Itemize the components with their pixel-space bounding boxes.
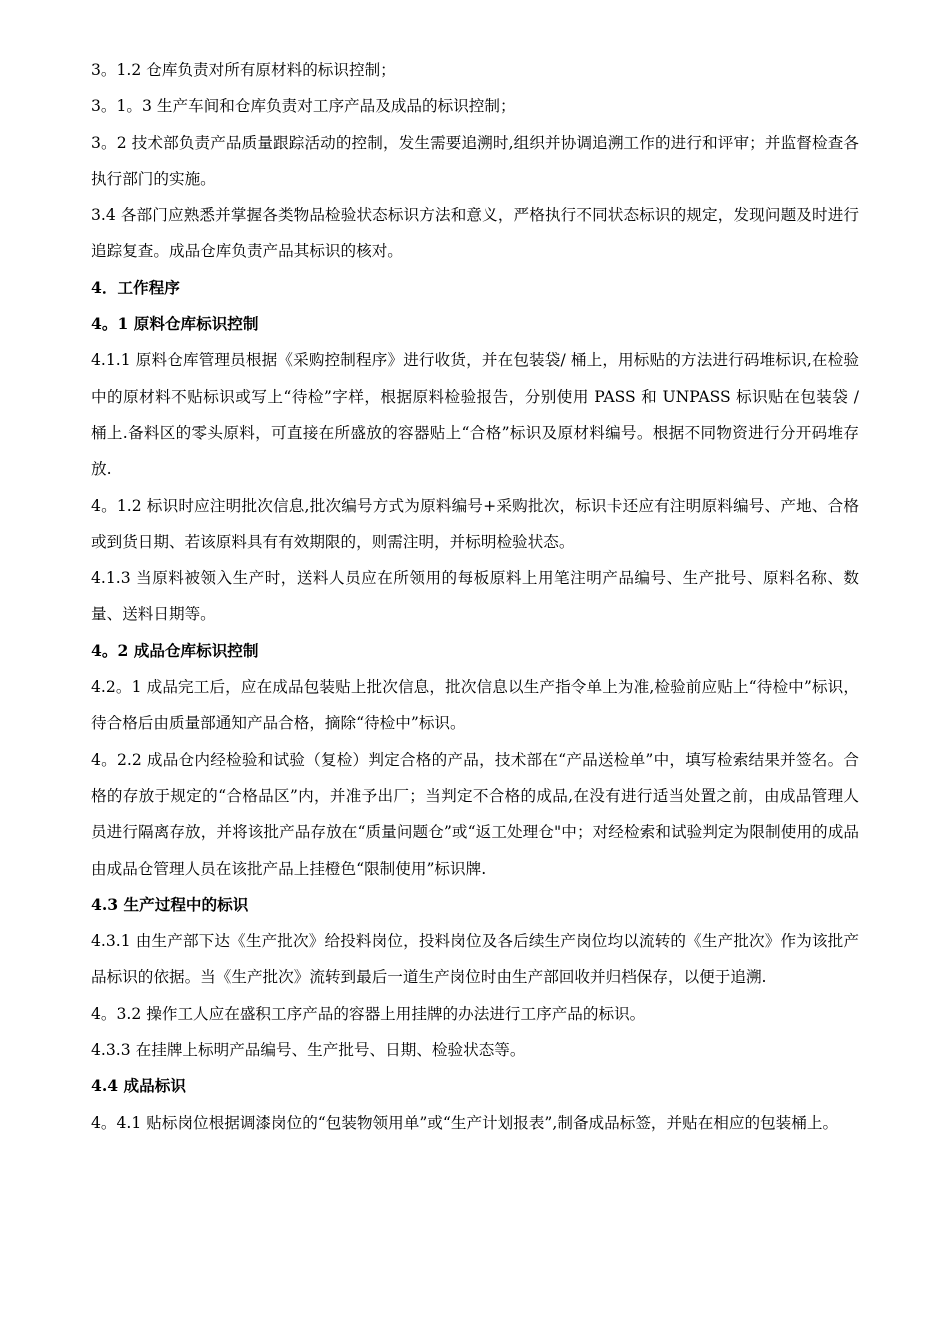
paragraph-4-2-2: 4。2.2 成品仓内经检验和试验（复检）判定合格的产品，技术部在“产品送检单”中，填写检索结果并签名。合格的存放于规定的“合格品区”内，并准予出厂；当判定不合格的成品,在没有进行适当处置之前，由成品管理人员进行隔离存放，并将该批产品存放在“质量问题仓”或“返工处理仓"中；对经检索和试验判定为限制使用的成品由成品仓管理人员在该批产品上挂橙色“限制使用”标识牌. bbox=[91, 750, 859, 878]
paragraph-4-1-3: 4.1.3 当原料被领入生产时，送料人员应在所领用的每板原料上用笔注明产品编号、生产批号、原料名称、数量、送料日期等。 bbox=[91, 569, 859, 624]
paragraph-3-1-3: 3。1。3 生产车间和仓库负责对工序产品及成品的标识控制； bbox=[91, 97, 516, 116]
heading-4-2-finished-goods-warehouse: 4。2 成品仓库标识控制 bbox=[91, 640, 259, 660]
heading-4-work-procedure: 4．工作程序 bbox=[91, 277, 180, 297]
paragraph-4-1-2: 4。1.2 标识时应注明批次信息,批次编号方式为原料编号+采购批次，标识卡还应有注明原料编号、产地、合格或到货日期、若该原料具有有效期限的，则需注明，并标明检验状态。 bbox=[91, 496, 859, 551]
heading-4-4-finished-product: 4.4 成品标识 bbox=[91, 1076, 186, 1096]
paragraph-4-1-1: 4.1.1 原料仓库管理员根据《采购控制程序》进行收货，并在包装袋/ 桶上，用标贴的方法进行码堆标识,在检验中的原材料不贴标识或写上“待检”字样，根据原料检验报告，分别使用 PASS 和 UNPASS 标识贴在包装袋 / 桶上.备料区的零头原料，可直接在所盛放的容器贴上“合格”标识及原材料编号。根据不同物资进行分开码堆存放. bbox=[91, 351, 859, 479]
paragraph-3-2: 3。2 技术部负责产品质量跟踪活动的控制，发生需要追溯时,组织并协调追溯工作的进行和评审；并监督检查各执行部门的实施。 bbox=[91, 133, 859, 188]
paragraph-4-2-1: 4.2。1 成品完工后，应在成品包装贴上批次信息，批次信息以生产指令单上为准,检验前应贴上“待检中”标识，待合格后由质量部通知产品合格，摘除“待检中”标识。 bbox=[91, 678, 859, 733]
paragraph-4-3-1: 4.3.1 由生产部下达《生产批次》给投料岗位，投料岗位及各后续生产岗位均以流转的《生产批次》作为该批产品标识的依据。当《生产批次》流转到最后一道生产岗位时由生产部回收并归档保存，以便于追溯. bbox=[91, 932, 859, 987]
heading-4-3-production-process: 4.3 生产过程中的标识 bbox=[91, 894, 249, 914]
document-body bbox=[91, 52, 859, 1141]
paragraph-4-3-3: 4.3.3 在挂牌上标明产品编号、生产批号、日期、检验状态等。 bbox=[91, 1041, 526, 1060]
paragraph-3-1-2: 3。1.2 仓库负责对所有原材料的标识控制； bbox=[91, 61, 396, 79]
paragraph-4-3-2: 4。3.2 操作工人应在盛积工序产品的容器上用挂牌的办法进行工序产品的标识。 bbox=[91, 1004, 646, 1023]
heading-4-1-raw-material-warehouse: 4。1 原料仓库标识控制 bbox=[91, 314, 259, 334]
paragraph-3-4: 3.4 各部门应熟悉并掌握各类物品检验状态标识方法和意义，严格执行不同状态标识的规定，发现问题及时进行追踪复查。成品仓库负责产品其标识的核对。 bbox=[91, 206, 859, 261]
paragraph-4-4-1: 4。4.1 贴标岗位根据调漆岗位的“包装物领用单”或“生产计划报表”,制备成品标签，并贴在相应的包装桶上。 bbox=[91, 1113, 839, 1132]
